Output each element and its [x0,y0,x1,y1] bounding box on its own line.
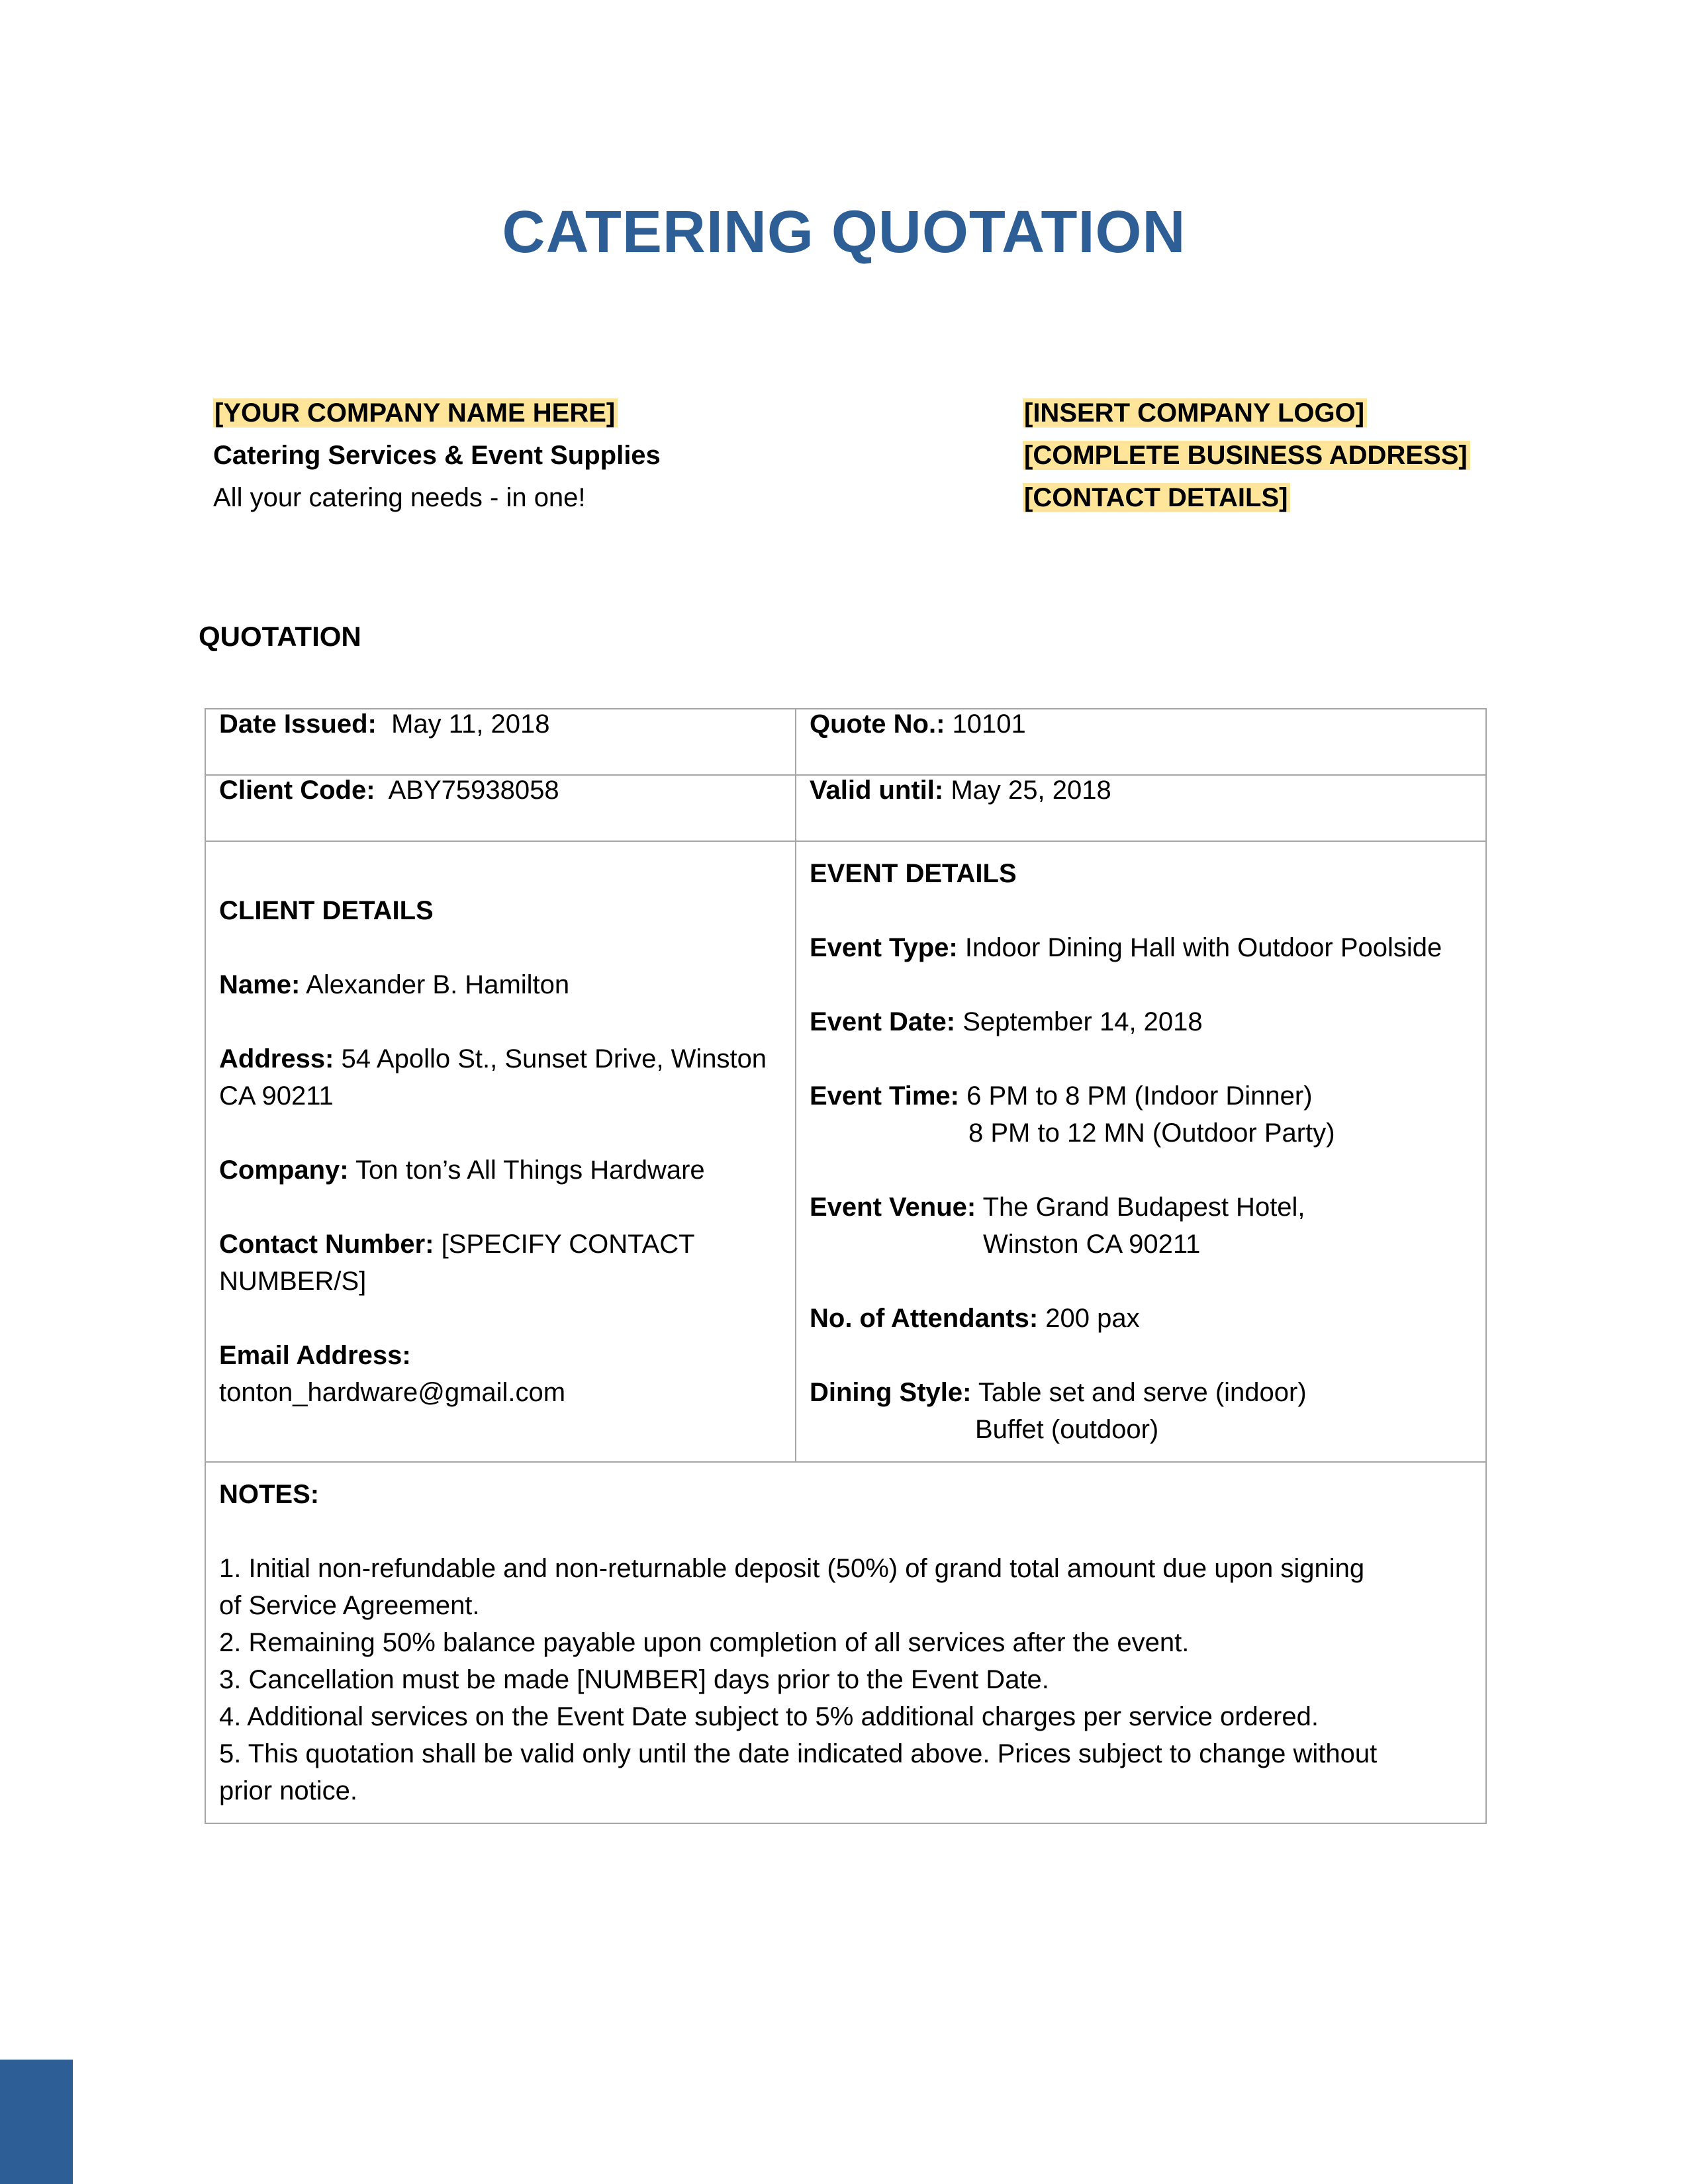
event-attendants-value: 200 pax [1045,1304,1140,1333]
logo-placeholder: [INSERT COMPANY LOGO] [1023,398,1367,428]
company-contact-block [1023,392,1552,519]
event-venue-label: Event Venue: [810,1193,976,1222]
contact-placeholder: [CONTACT DETAILS] [1023,483,1290,512]
client-name-label: Name: [219,970,301,999]
client-contact-label: Contact Number: [219,1230,434,1259]
notes-heading: NOTES: [219,1480,320,1509]
note-line: 4. Additional services on the Event Date subject to 5% additional charges per service ordered. [219,1702,1319,1731]
note-line: 1. Initial non-refundable and non-returnable deposit (50%) of grand total amount due upon signing [219,1554,1365,1583]
event-type-value: Indoor Dining Hall with Outdoor Poolside [964,933,1442,962]
client-company-value: Ton ton’s All Things Hardware [355,1156,705,1185]
notes-cell [205,1462,1486,1823]
note-line: prior notice. [219,1776,357,1805]
client-details-cell [205,841,796,1462]
event-venue-value-1: The Grand Budapest Hotel, [982,1193,1305,1222]
client-address-value-2: CA 90211 [219,1081,334,1111]
client-address-value-1: 54 Apollo St., Sunset Drive, Winston [341,1044,767,1073]
client-address-label: Address: [219,1044,334,1073]
valid-until-cell [796,775,1486,841]
client-details-heading: CLIENT DETAILS [219,896,434,925]
event-style-value-1: Table set and serve (indoor) [978,1378,1307,1407]
event-time-value-2: 8 PM to 12 MN (Outdoor Party) [968,1118,1335,1148]
event-date-line [810,1003,1472,1040]
company-services: Catering Services & Event Supplies [213,441,661,470]
quotation-heading: QUOTATION [199,621,361,652]
table-row [205,775,1486,841]
date-issued-value: May 11, 2018 [391,709,550,739]
client-name-value: Alexander B. Hamilton [306,970,570,999]
event-time-value-1: 6 PM to 8 PM (Indoor Dinner) [966,1081,1313,1111]
event-venue-value-2: Winston CA 90211 [983,1230,1201,1259]
quote-no-cell [796,709,1486,775]
date-issued-label: Date Issued: [219,709,377,739]
event-venue-line [810,1189,1472,1226]
company-name: [YOUR COMPANY NAME HERE] [213,398,618,428]
company-info [213,392,809,519]
valid-until-value: May 25, 2018 [951,776,1111,805]
event-style-value-2: Buffet (outdoor) [975,1415,1159,1444]
client-code-value: ABY75938058 [388,776,559,805]
valid-until-label: Valid until: [810,776,944,805]
quote-no-value: 10101 [952,709,1026,739]
quotation-table [205,708,1487,1824]
table-row [205,841,1486,1462]
address-placeholder-line [1023,434,1552,477]
date-issued-cell [205,709,796,775]
event-attendants-line [810,1300,1472,1337]
logo-placeholder-line [1023,392,1552,434]
corner-accent-block [0,2060,73,2184]
note-line: of Service Agreement. [219,1591,480,1620]
note-line: 5. This quotation shall be valid only until the date indicated above. Prices subject to change without [219,1739,1378,1768]
event-attendants-label: No. of Attendants: [810,1304,1039,1333]
note-line: 2. Remaining 50% balance payable upon completion of all services after the event. [219,1628,1190,1657]
event-type-line [810,929,1472,966]
document-title: CATERING QUOTATION [502,199,1186,265]
note-line: 3. Cancellation must be made [NUMBER] days prior to the Event Date. [219,1665,1049,1694]
client-code-cell [205,775,796,841]
contact-placeholder-line [1023,477,1552,519]
event-date-value: September 14, 2018 [962,1007,1203,1036]
event-time-label: Event Time: [810,1081,959,1111]
event-date-label: Event Date: [810,1007,956,1036]
client-address-line [219,1040,782,1077]
address-placeholder: [COMPLETE BUSINESS ADDRESS] [1023,441,1470,470]
table-row [205,1462,1486,1823]
client-name-line [219,966,782,1003]
event-type-label: Event Type: [810,933,958,962]
table-row [205,709,1486,775]
client-company-label: Company: [219,1156,349,1185]
client-code-label: Client Code: [219,776,375,805]
client-contact-value-2: NUMBER/S] [219,1267,367,1296]
event-style-line [810,1374,1472,1411]
client-email-value: tonton_hardware@gmail.com [219,1378,566,1407]
client-contact-line [219,1226,782,1263]
client-company-line [219,1152,782,1189]
company-tagline: All your catering needs - in one! [213,483,586,512]
company-name-line [213,392,809,434]
event-details-cell [796,841,1486,1462]
event-details-heading: EVENT DETAILS [810,859,1017,888]
event-style-label: Dining Style: [810,1378,972,1407]
quote-no-label: Quote No.: [810,709,945,739]
event-time-line [810,1077,1472,1115]
client-email-label: Email Address: [219,1341,411,1370]
client-contact-value-1: [SPECIFY CONTACT [441,1230,695,1259]
